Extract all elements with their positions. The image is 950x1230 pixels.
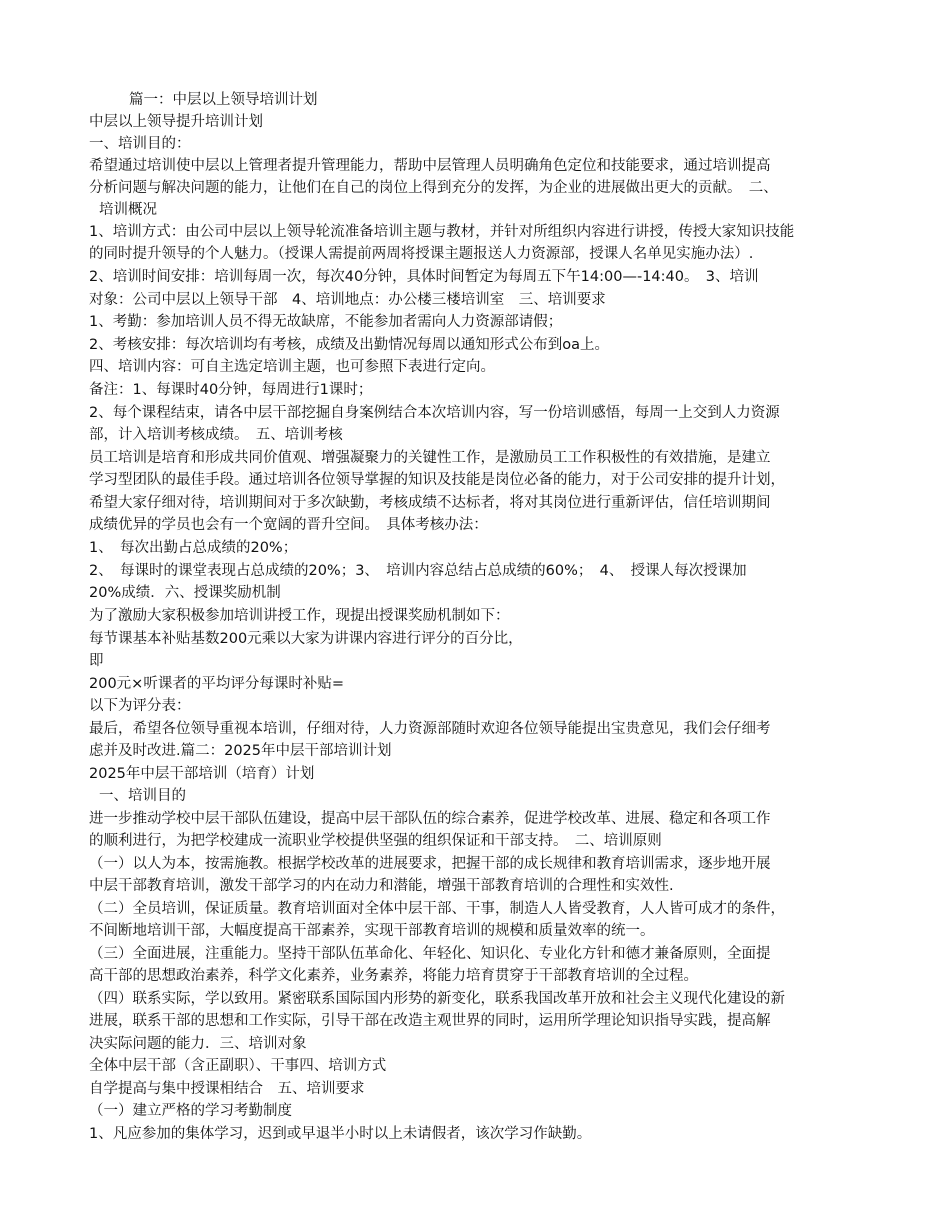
text-line: （四）联系实际，学以致用。紧密联系国际国内形势的新变化，联系我国改革开放和社会主义现代化建设的新: [89, 991, 785, 1007]
text-line: 希望通过培训使中层以上管理者提升管理能力，帮助中层管理人员明确角色定位和技能要求，通过培训提高: [89, 158, 771, 174]
text-line: 部，计入培训考核成绩。 五、培训考核: [89, 427, 343, 443]
text-line: 2、每个课程结束，请各中层干部挖掘自身案例结合本次培训内容，写一份培训感悟，每周一上交到人力资源: [89, 405, 780, 421]
text-line: 的顺利进行，为把学校建成一流职业学校提供坚强的组织保证和干部支持。 二、培训原则: [89, 833, 662, 849]
text-line: 200元×听课者的平均评分每课时补贴=: [89, 676, 344, 692]
text-line: 2、考核安排：每次培训均有考核，成绩及出勤情况每周以通知形式公布到oa上。: [89, 337, 609, 353]
text-line: 对象：公司中层以上领导干部 4、培训地点：办公楼三楼培训室 三、培训要求: [89, 292, 606, 308]
text-line: 进展，联系干部的思想和工作实际，引导干部在改造主观世界的同时，运用所学理论知识指导实践，提高解: [89, 1013, 771, 1029]
text-line: 备注：1、每课时40分钟，每周进行1课时；: [89, 382, 373, 398]
text-line: 即: [89, 653, 104, 669]
text-line: 2、 每课时的课堂表现占总成绩的20%；3、 培训内容总结占总成绩的60%； 4、 授课人每次授课加: [89, 563, 747, 579]
text-line: 为了激励大家积极参加培训讲授工作，现提出授课奖励机制如下：: [89, 608, 510, 624]
text-line: 一、培训目的：: [89, 136, 191, 152]
text-line: 分析问题与解决问题的能力，让他们在自己的岗位上得到充分的发挥，为企业的进展做出更大的贡献。 二、: [89, 180, 778, 196]
text-line: （一）以人为本，按需施教。根据学校改革的进展要求，把握干部的成长规律和教育培训需求，逐步地开展: [89, 856, 771, 872]
text-line: 自学提高与集中授课相结合 五、培训要求: [89, 1081, 365, 1097]
text-line: 中层干部教育培训，激发干部学习的内在动力和潜能，增强干部教育培训的合理性和实效性.: [89, 878, 674, 894]
text-line: 希望大家仔细对待，培训期间对于多次缺勤，考核成绩不达标者，将对其岗位进行重新评估，信任培训期间: [89, 495, 771, 511]
text-line: 虑并及时改进.篇二：2025年中层干部培训计划: [89, 743, 392, 759]
text-line: 1、考勤：参加培训人员不得无故缺席，不能参加者需向人力资源部请假；: [89, 314, 563, 330]
text-line: 以下为评分表：: [89, 698, 191, 714]
text-line: 2、培训时间安排：培训每周一次，每次40分钟，具体时间暂定为每周五下午14:00—-14:40。 3、培训: [89, 269, 759, 285]
text-line: 一、培训目的: [99, 788, 186, 804]
text-line: 全体中层干部（含正副职）、干事四、培训方式: [89, 1058, 387, 1074]
text-line: 1、 每次出勤占总成绩的20%；: [89, 540, 298, 556]
section-heading: 2025年中层干部培训（培育）计划: [89, 766, 315, 782]
text-line: 决实际问题的能力．三、培训对象: [89, 1036, 307, 1052]
text-line: 高干部的思想政治素养，科学文化素养，业务素养，将能力培育贯穿于干部教育培训的全过程。: [89, 968, 698, 984]
text-line: 进一步推动学校中层干部队伍建设，提高中层干部队伍的综合素养，促进学校改革、进展、稳定和各项工作: [89, 811, 771, 827]
text-line: （一）建立严格的学习考勤制度: [89, 1103, 292, 1119]
section-heading: 中层以上领导提升培训计划: [89, 114, 263, 130]
text-line: 成绩优异的学员也会有一个宽阔的晋升空间。 具体考核办法：: [89, 517, 488, 533]
text-line: 最后，希望各位领导重视本培训，仔细对待，人力资源部随时欢迎各位领导能提出宝贵意见，我们会仔细考: [89, 721, 771, 737]
text-line: 20%成绩．六、授课奖励机制: [89, 585, 281, 601]
text-line: 每节课基本补贴基数200元乘以大家为讲课内容进行评分的百分比，: [89, 631, 523, 647]
text-line: 培训概况: [99, 202, 157, 218]
text-line: （二）全员培训，保证质量。教育培训面对全体中层干部、干事，制造人人皆受教育，人人皆可成才的条件，: [89, 901, 785, 917]
text-line: 不间断地培训干部，大幅度提高干部素养，实现干部教育培训的规模和质量效率的统一。: [89, 923, 655, 939]
text-line: 员工培训是培育和形成共同价值观、增强凝聚力的关键性工作，是激励员工工作积极性的有效措施，是建立: [89, 450, 771, 466]
text-line: 1、培训方式：由公司中层以上领导轮流准备培训主题与教材，并针对所组织内容进行讲授，传授大家知识技能: [89, 224, 795, 240]
text-line: 1、凡应参加的集体学习，迟到或早退半小时以上未请假者，该次学习作缺勤。: [89, 1126, 592, 1142]
text-line: 学习型团队的最佳手段。通过培训各位领导掌握的知识及技能是岗位必备的能力，对于公司安排的提升计划，: [89, 472, 785, 488]
text-line: 的同时提升领导的个人魅力。（授课人需提前两周将授课主题报送人力资源部，授课人名单见实施办法）.: [89, 246, 754, 262]
document-title: 篇一：中层以上领导培训计划: [129, 92, 318, 108]
text-line: （三）全面进展，注重能力。坚持干部队伍革命化、年轻化、知识化、专业化方针和德才兼备原则，全面提: [89, 946, 771, 962]
text-line: 四、培训内容：可自主选定培训主题，也可参照下表进行定向。: [89, 359, 495, 375]
